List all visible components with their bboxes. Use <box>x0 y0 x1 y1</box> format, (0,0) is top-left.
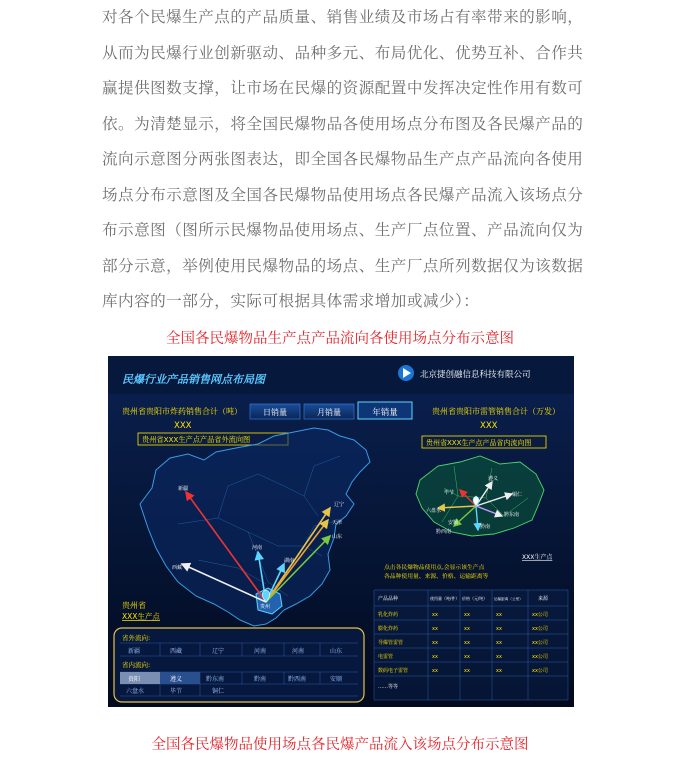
city-label: 天津 <box>332 520 343 526</box>
hint-line: 各品种使用量、来源、价格、运输距离等 <box>384 574 489 580</box>
table-cell[interactable]: 电雷管 <box>378 654 394 660</box>
table-cell[interactable]: 数码电子雷管 <box>378 668 409 674</box>
flow-in-item[interactable]: 黔南 <box>254 676 267 683</box>
tab-label: 月销量 <box>317 408 341 417</box>
hint-line: 点击各民爆物品使用点,会显示该生产点 <box>384 565 485 571</box>
table-cell[interactable]: 膨化炸药 <box>378 626 399 632</box>
province-production-label: XXX生产点 <box>522 554 553 561</box>
table-header: 使用量（吨/件） <box>430 596 460 601</box>
city-label: 河南 <box>252 545 263 551</box>
table-cell: xx <box>496 668 502 674</box>
table-cell: xx <box>464 668 470 674</box>
table-cell: xx公司 <box>532 612 548 618</box>
dashboard-svg <box>108 356 574 707</box>
right-stat-label: 贵州省贵阳市雷管销售合计（万发） <box>432 407 560 416</box>
city-label: 黔南 <box>480 524 491 530</box>
paragraph-line: 部分示意，举例使用民爆物品的场点、生产厂点所列数据仅为该数据 <box>102 256 584 275</box>
flow-in-item[interactable]: 铜仁 <box>212 688 225 695</box>
table-cell: xx <box>496 612 502 618</box>
intro-paragraph <box>102 0 582 320</box>
company-logo <box>398 365 414 381</box>
table-cell: xx <box>496 654 502 660</box>
flow-in-item[interactable]: 遵义 <box>170 676 183 683</box>
table-cell: xx公司 <box>532 626 548 632</box>
table-header: 来源 <box>538 596 549 602</box>
city-label: 黔东南 <box>504 512 520 518</box>
city-label: 黔西南 <box>436 529 452 535</box>
flow-in-label: 省内流向: <box>122 661 151 669</box>
flow-out-item[interactable]: 新疆 <box>128 648 141 655</box>
table-cell[interactable]: 乳化炸药 <box>378 612 399 618</box>
flow-in-item[interactable]: 贵阳 <box>128 676 141 683</box>
right-stat-value: XXX <box>480 421 498 431</box>
table-cell: xx <box>432 612 438 618</box>
table-cell: xx公司 <box>532 654 548 660</box>
tab-label: 年销量 <box>372 408 398 418</box>
paragraph-line: 对各个民爆生产点的产品质量、销售业绩及市场占有率带来的影响， <box>102 8 584 26</box>
outward-title: 贵州省XXX生产点产品省外流向图 <box>142 435 251 444</box>
table-header: 价格（元/吨） <box>462 596 488 601</box>
table-cell: xx <box>432 668 438 674</box>
left-stat-value: XXX <box>174 421 192 431</box>
flow-in-item[interactable]: 黔东南 <box>206 676 225 683</box>
table-cell: xx <box>464 626 470 632</box>
paragraph-line: 场点分布示意图及全国各民爆物品使用场点各民爆产品流入该场点分 <box>102 185 584 204</box>
figure-caption-bottom: 全国各民爆物品使用场点各民爆产品流入该场点分布示意图 <box>151 737 529 753</box>
paragraph-line: 布示意图（图所示民爆物品使用场点、生产厂点位置、产品流向仅为 <box>102 221 584 239</box>
flow-out-item[interactable]: 河南 <box>254 648 267 655</box>
paragraph-line: 流向示意图分两张图表达，即全国各民爆物品生产点产品流向各使用 <box>102 150 584 168</box>
table-cell: xx <box>464 640 470 646</box>
dashboard-figure <box>108 356 574 707</box>
flow-in-item[interactable]: 毕节 <box>170 688 183 695</box>
flow-in-item[interactable]: 六盘水 <box>126 688 145 695</box>
table-cell: xx <box>432 640 438 646</box>
city-label: 贵州 <box>260 604 271 610</box>
flow-out-item[interactable]: 山东 <box>330 648 343 655</box>
dashboard-title: 民爆行业产品销售网点布局图 <box>122 373 265 386</box>
flow-out-item[interactable]: 河南 <box>292 648 305 655</box>
table-cell: xx <box>464 612 470 618</box>
city-label: 毕节 <box>444 490 455 496</box>
table-header: 产品品种 <box>378 596 399 602</box>
city-label: 安顺 <box>448 520 459 526</box>
flow-out-label: 省外流向: <box>122 634 151 642</box>
paragraph-line: 赢提供图数支撑，让市场在民爆的资源配置中发挥决定性作用有数可 <box>102 79 584 97</box>
paragraph-line: 依。为清楚显示，将全国民爆物品各使用场点分布图及各民爆产品的 <box>102 114 584 133</box>
city-label: 新疆 <box>178 486 189 492</box>
table-cell: xx <box>496 640 502 646</box>
table-cell: xx <box>432 654 438 660</box>
table-header: 运输距离（公里） <box>494 597 523 601</box>
city-label: 湖南 <box>284 558 295 564</box>
left-stat-label: 贵州省贵阳市炸药销售合计（吨） <box>122 407 242 416</box>
table-cell[interactable]: 导爆管雷管 <box>378 640 404 646</box>
inward-title: 贵州省XXX生产点产品省内流向图 <box>426 439 532 447</box>
city-label: 山东 <box>332 534 343 540</box>
city-label: 西藏 <box>172 565 183 571</box>
production-point-label: XXX生产点 <box>122 612 160 621</box>
product-table <box>374 590 568 700</box>
city-label: 六盘水 <box>426 508 442 514</box>
city-label: 辽宁 <box>334 502 345 508</box>
table-cell: xx <box>496 626 502 632</box>
flow-out-item[interactable]: 辽宁 <box>212 648 225 655</box>
table-cell: xx <box>432 626 438 632</box>
table-cell: xx公司 <box>532 640 548 646</box>
city-label: 铜仁 <box>512 492 523 498</box>
tab-monthly[interactable] <box>304 404 354 419</box>
tab-yearly[interactable] <box>358 402 412 419</box>
table-cell: xx公司 <box>532 668 548 674</box>
flow-in-item[interactable]: 黔西南 <box>288 676 307 683</box>
flow-out-item[interactable]: 西藏 <box>170 648 183 655</box>
province-label: 贵州省 <box>122 601 146 610</box>
figure-caption-top: 全国各民爆物品生产点产品流向各使用场点分布示意图 <box>166 331 514 347</box>
tab-daily[interactable] <box>250 404 300 419</box>
paragraph-line: 从而为民爆行业创新驱动、品种多元、布局优化、优势互补、合作共 <box>102 43 584 62</box>
flow-in-item[interactable]: 安顺 <box>330 676 343 683</box>
tab-label: 日销量 <box>263 408 287 417</box>
paragraph-line: 库内容的一部分，实际可根据具体需求增加或减少）： <box>102 292 480 310</box>
company-name: 北京捷创融信息科技有限公司 <box>420 370 531 380</box>
table-cell: xx <box>464 654 470 660</box>
flow-direction-panel <box>114 628 364 702</box>
table-cell: ……等等 <box>378 684 399 690</box>
city-label: 遵义 <box>488 476 499 482</box>
